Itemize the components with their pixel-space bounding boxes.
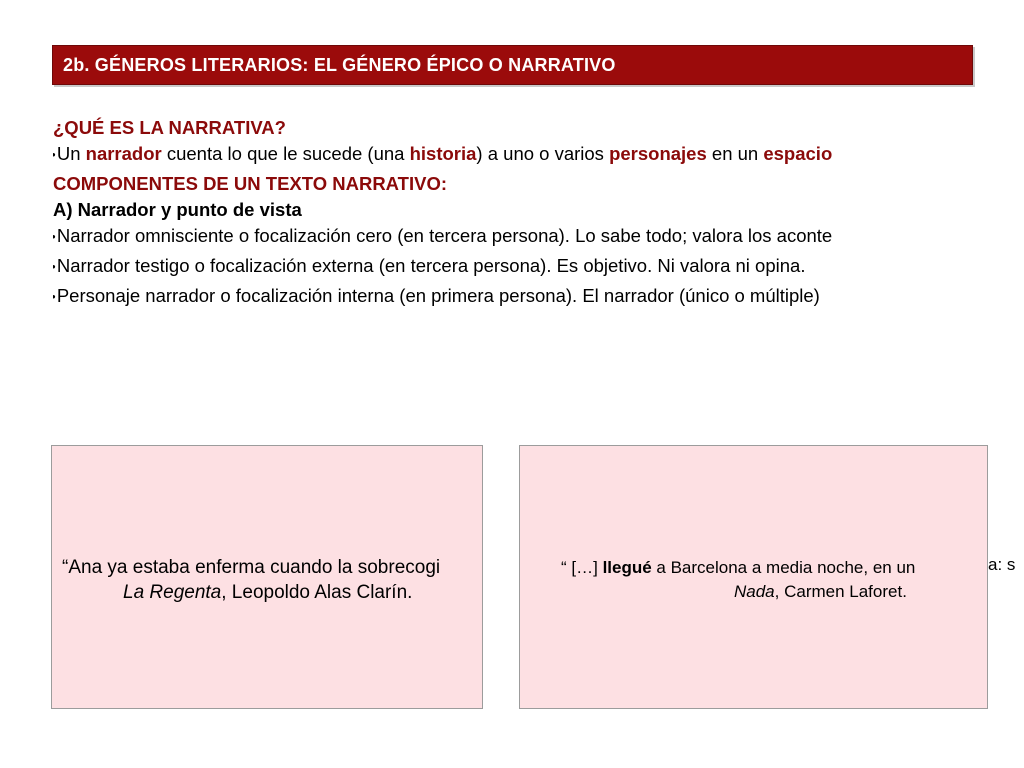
definition-line: ● Un narrador cuenta lo que le sucede (una historia) a uno o varios personajes en un espacio — [53, 141, 1024, 171]
slide-title-bar — [52, 45, 973, 85]
slide-content — [53, 115, 1024, 313]
example-quote-right: “ […] llegué a Barcelona a media noche, en un — [561, 558, 916, 577]
bullet-omniscient: ● Narrador omnisciente o focalización cero (en tercera persona). Lo sabe todo; valora los aconte — [53, 223, 1024, 253]
work-title: Nada — [734, 582, 775, 601]
narrator-subheading: A) Narrador y punto de vista — [53, 199, 302, 220]
slide-title: 2b. GÉNEROS LITERARIOS: EL GÉNERO ÉPICO O NARRATIVO — [63, 55, 616, 75]
question-heading: ¿QUÉ ES LA NARRATIVA? — [53, 117, 286, 138]
components-heading: COMPONENTES DE UN TEXTO NARRATIVO: — [53, 173, 448, 194]
keyword-narrador: narrador — [85, 143, 162, 164]
example-source-right: Nada, Carmen Laforet. — [734, 582, 907, 601]
keyword-espacio: espacio — [763, 143, 833, 164]
bullet-witness: ● Narrador testigo o focalización externa (en tercera persona). Es objetivo. Ni valora ni opina. — [53, 253, 1024, 283]
example-source-left: La Regenta, Leopoldo Alas Clarín. — [123, 582, 413, 603]
quote-overflow-text: a: s — [988, 555, 1016, 574]
example-quote-left: “Ana ya estaba enferma cuando la sobrecogi — [62, 557, 441, 578]
keyword-personajes: personajes — [609, 143, 707, 164]
work-title: La Regenta — [123, 582, 222, 603]
keyword-historia: historia — [409, 143, 477, 164]
bullet-character-narrator: ● Personaje narrador o focalización interna (en primera persona). El narrador (único o múltiple) — [53, 283, 1024, 313]
